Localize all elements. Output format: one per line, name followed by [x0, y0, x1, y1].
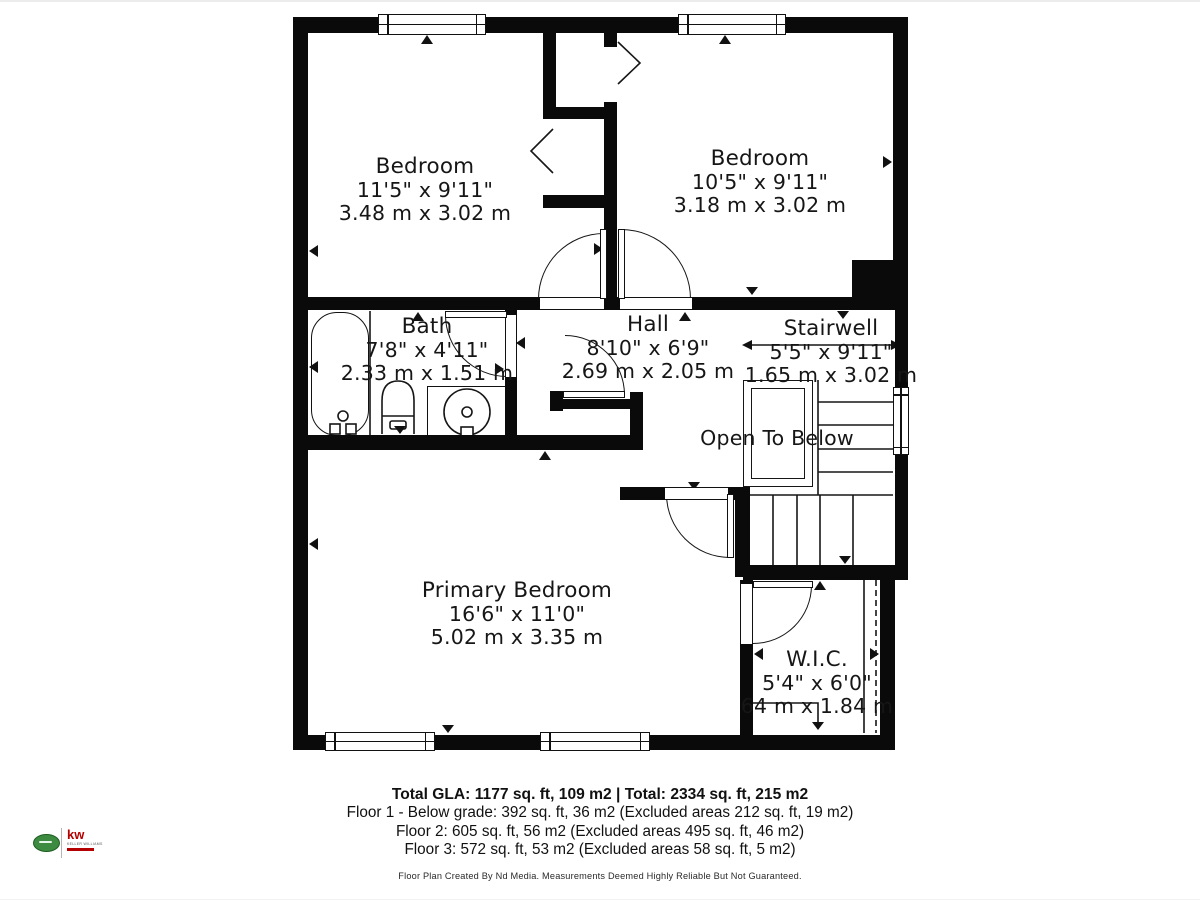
- room-name: W.I.C.: [786, 647, 848, 672]
- room-name: Bedroom: [375, 154, 475, 179]
- room-dims-imperial: 10'5" x 9'11": [691, 169, 829, 194]
- wall-nook-stub: [550, 391, 563, 411]
- green-oval-logo: [33, 834, 60, 852]
- wall-bath-right-bottom: [505, 377, 517, 437]
- wall-right-stair-b: [895, 454, 908, 567]
- wall-outer-left: [293, 17, 308, 750]
- closet-door-right-icon: [618, 42, 640, 84]
- logo-divider: [61, 828, 62, 858]
- room-name: Stairwell: [783, 316, 879, 341]
- wall-bedrooms-a: [293, 297, 540, 310]
- gla-summary: [100, 786, 1100, 860]
- room-label-bath: [307, 315, 547, 386]
- door-leaf-bedroom-left: [600, 229, 607, 299]
- window-bedroom-left-top: [378, 14, 486, 35]
- wall-bath-bottom: [293, 435, 643, 450]
- room-dims-metric: 3.48 m x 3.02 m: [338, 201, 512, 225]
- plan-linework: [0, 2, 1200, 900]
- wall-nook-vertical: [630, 392, 643, 437]
- room-name: Bath: [401, 314, 453, 339]
- wall-closet-left: [543, 17, 556, 117]
- floor1-line: Floor 1 - Below grade: 392 sq. ft, 36 m2 (Excluded areas 212 sq. ft, 19 m2): [346, 804, 854, 822]
- wall-stair-left: [735, 487, 750, 577]
- room-label-bedroom-left: [275, 155, 575, 226]
- door-leaf-wic: [753, 581, 813, 588]
- room-label-primary-bedroom: [367, 579, 667, 650]
- room-dims-imperial: 16'6" x 11'0": [448, 601, 586, 626]
- disclaimer-text: Floor Plan Created By Nd Media. Measurements Deemed Highly Reliable But Not Guaranteed.: [398, 871, 802, 881]
- room-dims-metric: 64 m x 1.84 m: [740, 694, 894, 718]
- window-bedroom-right-top: [678, 14, 786, 35]
- door-opening-wic: [740, 584, 753, 644]
- window-primary-bottom-right: [540, 732, 650, 751]
- floor2-line: Floor 2: 605 sq. ft, 56 m2 (Excluded areas 495 sq. ft, 46 m2): [395, 822, 805, 840]
- brokerage-logos: [30, 826, 110, 864]
- door-opening-bedroom-left: [540, 297, 604, 310]
- room-label-stairwell: [731, 317, 931, 388]
- room-dims-imperial: 7'8" x 4'11": [365, 337, 489, 362]
- room-dims-metric: 1.65 m x 3.02 m: [744, 363, 918, 387]
- total-gla-line: Total GLA: 1177 sq. ft, 109 m2 | Total: 2334 sq. ft, 215 m2: [391, 786, 809, 803]
- kw-logo-bar: [67, 848, 94, 851]
- room-label-bedroom-right: [610, 147, 910, 218]
- door-leaf-nook: [563, 391, 625, 398]
- room-dims-metric: 3.18 m x 3.02 m: [673, 193, 847, 217]
- room-dims-imperial: 5'4" x 6'0": [762, 670, 872, 695]
- door-leaf-primary: [727, 494, 734, 558]
- open-to-below-label: Open To Below: [700, 426, 854, 450]
- room-dims-imperial: 8'10" x 6'9": [586, 335, 710, 360]
- door-opening-primary: [665, 487, 728, 500]
- floor3-line: Floor 3: 572 sq. ft, 53 m2 (Excluded areas 58 sq. ft, 5 m2): [404, 841, 796, 859]
- room-dims-imperial: 11'5" x 9'11": [356, 177, 494, 202]
- tub-faucet-icon: [338, 411, 348, 421]
- room-name: Primary Bedroom: [421, 578, 613, 603]
- room-name: Hall: [626, 312, 670, 337]
- wall-closet-right-stub: [604, 30, 617, 47]
- kw-logo: kw: [67, 827, 85, 842]
- door-opening-bedroom-right: [620, 297, 692, 310]
- room-dims-imperial: 5'5" x 9'11": [769, 339, 893, 364]
- wall-hall-bottom-a: [620, 487, 665, 500]
- room-dims-metric: 2.69 m x 2.05 m: [561, 359, 735, 383]
- room-name: Bedroom: [710, 146, 810, 171]
- kw-logo-name: KELLER WILLIAMS: [67, 842, 103, 846]
- window-primary-bottom-left: [325, 732, 435, 751]
- room-dims-metric: 2.33 m x 1.51 m: [340, 361, 514, 385]
- door-leaf-bedroom-right: [618, 229, 625, 299]
- window-stairwell-right: [893, 387, 909, 455]
- wall-bedrooms-c: [692, 297, 908, 310]
- wall-nook-under-leaf: [563, 399, 630, 409]
- wall-closet-shelf: [543, 107, 617, 119]
- wall-wic-top: [743, 565, 892, 580]
- room-dims-metric: 5.02 m x 3.35 m: [430, 625, 604, 649]
- room-label-wic: [727, 648, 907, 719]
